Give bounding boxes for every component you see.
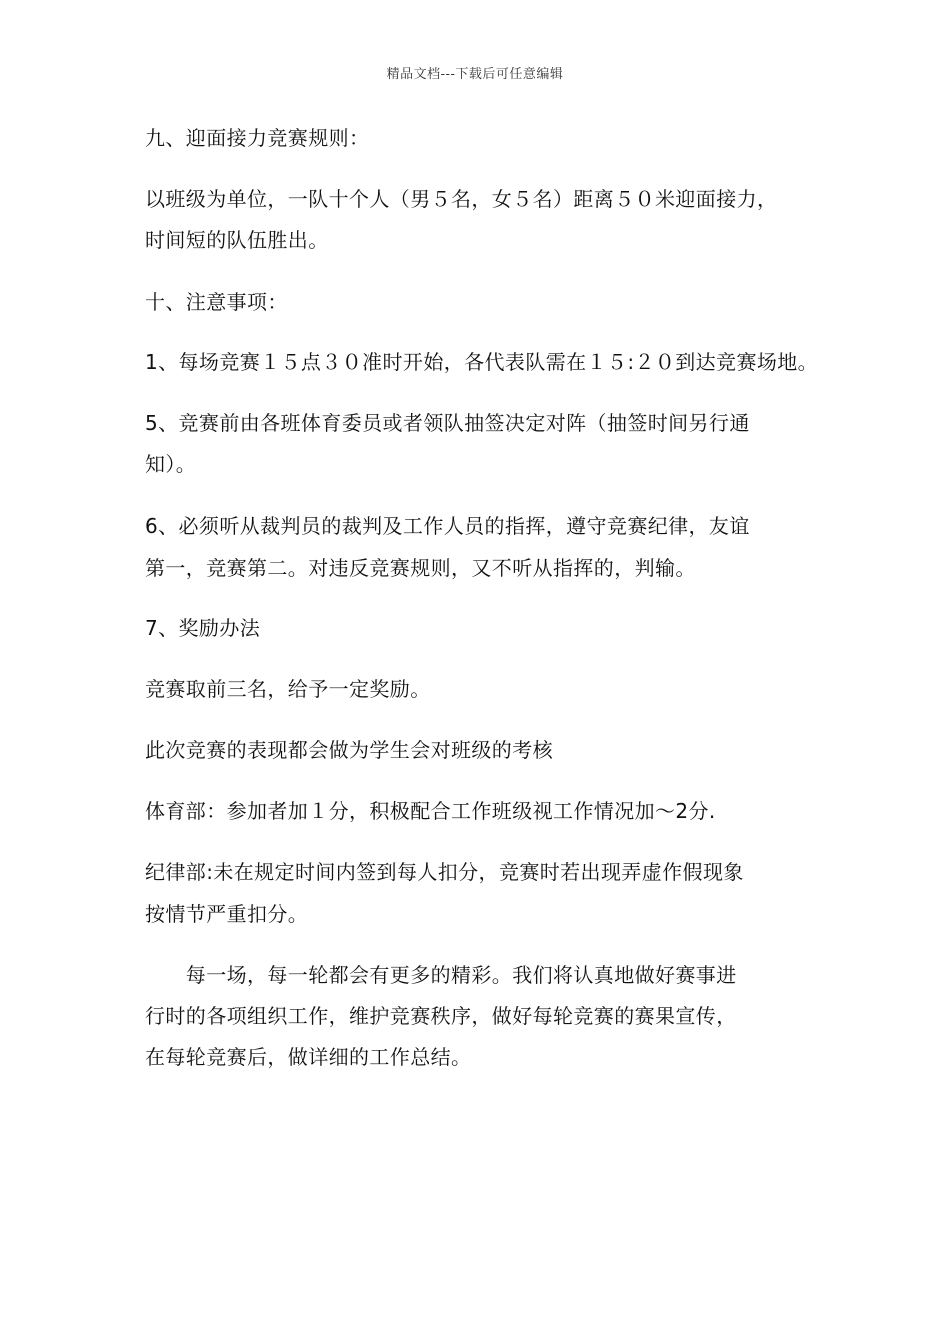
paragraph-line: 此次竞赛的表现都会做为学生会对班级的考核 [145, 738, 553, 762]
page-header: 精品文档---下载后可任意编辑 [386, 67, 564, 82]
paragraph-line: 5、竞赛前由各班体育委员或者领队抽签决定对阵（抽签时间另行通 [145, 411, 750, 435]
paragraph-line: 按情节严重扣分。 [145, 902, 309, 926]
paragraph-line: 每一场，每一轮都会有更多的精彩。我们将认真地做好赛事进 [145, 963, 737, 987]
paragraph-line: 时间短的队伍胜出。 [145, 228, 329, 252]
paragraph-line: 1、每场竞赛１５点３０准时开始，各代表队需在１５:２０到达竞赛场地。 [145, 350, 819, 374]
paragraph-line: 纪律部:未在规定时间内签到每人扣分，竞赛时若出现弄虚作假现象 [145, 860, 744, 884]
paragraph-line: 在每轮竞赛后，做详细的工作总结。 [145, 1045, 472, 1069]
paragraph-line: 以班级为单位，一队十个人（男５名，女５名）距离５０米迎面接力， [145, 187, 778, 211]
paragraph-line: 第一，竞赛第二。对违反竞赛规则，又不听从指挥的，判输。 [145, 556, 696, 580]
paragraph-line: 体育部：参加者加１分，积极配合工作班级视工作情况加～2分. [145, 799, 716, 823]
section-heading-relay-rules: 九、迎面接力竞赛规则： [145, 126, 370, 150]
section-heading-notes: 十、注意事项： [145, 290, 288, 314]
paragraph-line: 6、必须听从裁判员的裁判及工作人员的指挥，遵守竞赛纪律，友谊 [145, 514, 750, 538]
paragraph-line: 7、奖励办法 [145, 616, 261, 640]
paragraph-line: 行时的各项组织工作，维护竞赛秩序，做好每轮竞赛的赛果宣传， [145, 1004, 737, 1028]
paragraph-line: 知）。 [145, 452, 197, 476]
paragraph-line: 竞赛取前三名，给予一定奖励。 [145, 677, 431, 701]
